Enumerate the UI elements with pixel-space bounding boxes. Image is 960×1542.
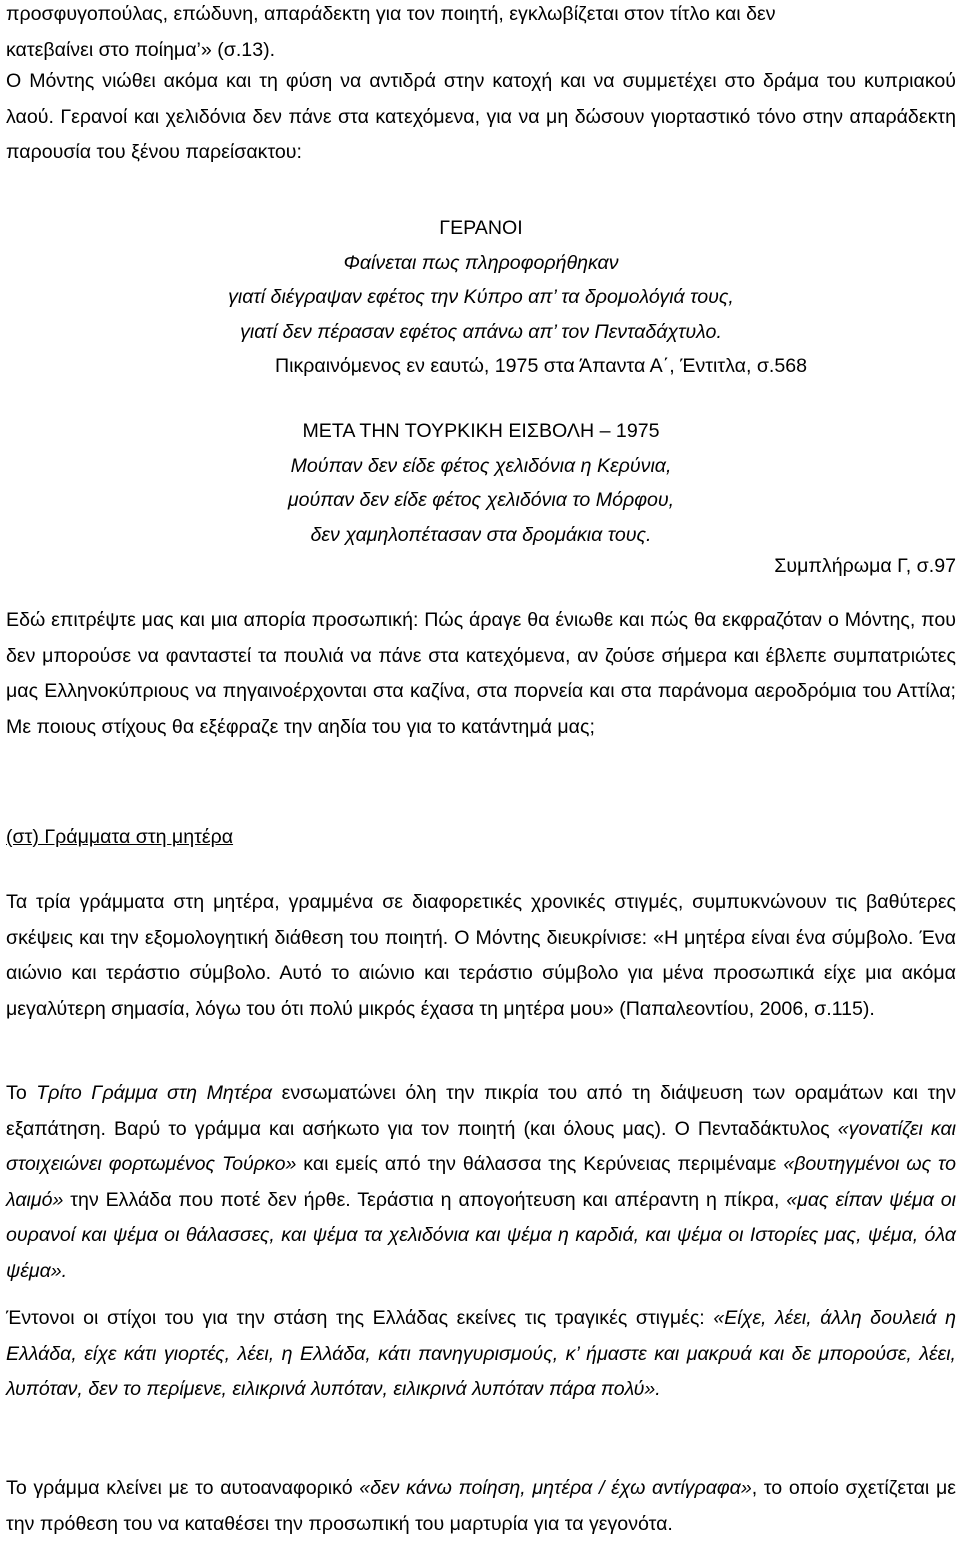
paragraph-letter-closing: [6, 1471, 956, 1542]
paragraph-line: προσφυγοπούλας, επώδυνη, απαράδεκτη για τον ποιητή, εγκλωβίζεται στον τίτλο και δεν: [6, 3, 776, 25]
quote-italic: «μας είπαν ψέμα οι ουρανοί και ψέμα οι θάλασσες, και ψέμα τα χελιδόνια και ψέμα η καρδιά, και ψέμα οι Ιστορίες μας, ψέμα, όλα ψέμα».: [6, 1188, 956, 1282]
paragraph-greece-stance: [6, 1301, 956, 1408]
poem-cranes: [6, 211, 956, 384]
poem-source: Συμπλήρωμα Γ, σ.97: [774, 555, 956, 577]
poem-line: Μούπαν δεν είδε φέτος χελιδόνια η Κερύνια,: [290, 454, 672, 477]
paragraph-line: κατεβαίνει στο ποίημα’» (σ.13).: [6, 38, 276, 61]
text-run: , το οποίο σχετίζεται με την πρόθεση του να καταθέσει την προσωπική του μαρτυρία για τα γεγονότα.: [6, 1477, 956, 1535]
quote-italic: «βουτηγμένοι ως το λαιμό»: [6, 1153, 956, 1211]
paragraph-nature-reacts: Ο Μόντης νιώθει ακόμα και τη φύση να αντιδρά στην κατοχή και να συμμετέχει στο δράμα του κυπριακού λαού. Γερανοί και χελιδόνια δεν πάνε στα κατεχόμενα, για να μη δώσουν γιορταστικό τόνο στην απαράδεκτη παρουσία του ξένου παρείσακτου:: [6, 70, 956, 164]
paragraph-continuation: [6, 0, 956, 68]
text-run-italic: Τρίτο Γράμμα στη Μητέρα: [36, 1082, 273, 1104]
poem-title: ΓΕΡΑΝΟΙ: [439, 217, 523, 239]
paragraph-letters-to-mother: Τα τρία γράμματα στη μητέρα, γραμμένα σε διαφορετικές χρονικές στιγμές, συμπυκνώνουν τις βαθύτερες σκέψεις και την εξομολογητική διάθεση του ποιητή. Ο Μόντης διευκρίνισε: «Η μητέρα είναι ένα σύμβολο. Ένα αιώνιο και τεράστιο σύμβολο. Αυτό το αιώνιο και τεράστιο σύμβολο για μένα προσωπικά είχε μια ακόμα μεγαλύτερη σημασία, λόγω του ότι πολύ μικρός έχασα τη μητέρα μου» (Παπαλεοντίου, 2006, σ.115).: [6, 891, 956, 1020]
text-run: την Ελλάδα που ποτέ δεν ήρθε. Τεράστια η απογοήτευση και απέραντη η πίκρα,: [63, 1188, 787, 1211]
poem-source: Πικραινόμενος εν εαυτώ, 1975 στα Άπαντα Α΄, Έντιτλα, σ.568: [274, 355, 808, 377]
text-run: Το γράμμα κλείνει με το αυτοαναφορικό: [6, 1477, 360, 1499]
poem-title: ΜΕΤΑ ΤΗΝ ΤΟΥΡΚΙΚΗ ΕΙΣΒΟΛΗ – 1975: [302, 420, 660, 442]
text-run: Το: [6, 1082, 37, 1104]
quote-italic: «γονατίζει και στοιχειώνει φορτωμένος Τούρκο»: [6, 1117, 956, 1176]
paragraph-personal-question: Εδώ επιτρέψτε μας και μια απορία προσωπική: Πώς άραγε θα ένιωθε και πώς θα εκφραζόταν ο Μόντης, που δεν μπορούσε να φανταστεί τα πουλιά να πάνε στα κατεχόμενα, αν ζούσε σήμερα και έβλεπε συμπατριώτες μας Ελληνοκύπριους να πηγαινοέρχονται στα καζίνα, στα πορνεία και στα παράνομα αεροδρόμια του Αττίλα; Με ποιους στίχους θα εξέφραζε την αηδία του για το κατάντημά μας;: [6, 609, 956, 738]
poem-line: μούπαν δεν είδε φέτος χελιδόνια το Μόρφου,: [287, 489, 675, 511]
text-run: Έντονοι οι στίχοι του για την στάση της Ελλάδας εκείνες τις τραγικές στιγμές:: [6, 1307, 714, 1329]
poem-line: γιατί δεν πέρασαν εφέτος απάνω απ’ τον Πενταδάχτυλο.: [240, 320, 722, 343]
poem-line: γιατί διέγραψαν εφέτος την Κύπρο απ’ τα δρομολόγιά τους,: [228, 286, 734, 308]
text-run: και εμείς από την θάλασσα της Κερύνειας περιμέναμε: [296, 1153, 784, 1176]
text-run: ενσωματώνει όλη την πικρία του από τη διάψευση των οραμάτων και την εξαπάτηση. Βαρύ το γράμμα και ασήκωτο για τον ποιητή (και όλους μας). Ο Πενταδάκτυλος: [6, 1082, 957, 1140]
poem-line: δεν χαμηλοπέτασαν στα δρομάκια τους.: [310, 523, 652, 546]
poem-after-invasion: [6, 414, 956, 552]
quote-italic: «δεν κάνω ποίηση, μητέρα / έχω αντίγραφα»: [359, 1477, 752, 1499]
poem-line: Φαίνεται πως πληροφορήθηκαν: [343, 251, 619, 274]
section-heading: (στ) Γράμματα στη μητέρα: [6, 826, 234, 848]
quote-italic: «Είχε, λέει, άλλη δουλειά η Ελλάδα, είχε κάτι γιορτές, λέει, η Ελλάδα, κάτι πανηγυρισμούς, κ’ ήμαστε και μακρυά και δε μπορούσε, λέει, λυπόταν, δεν το περίμενε, ειλικρινά λυπόταν, ειλικρινά λυπόταν πάρα πολύ».: [6, 1307, 956, 1401]
paragraph-third-letter: [6, 1076, 956, 1290]
